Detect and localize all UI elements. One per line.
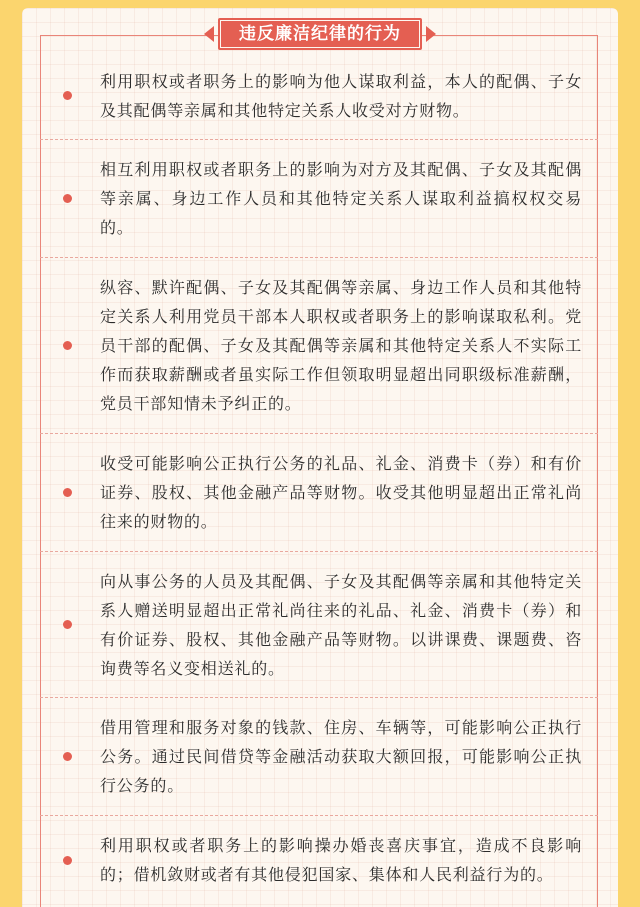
title-banner <box>0 18 640 50</box>
list-item-text: 相互利用职权或者职务上的影响为对方及其配偶、子女及其配偶等亲属、身边工作人员和其他特定关系人谋取利益搞权权交易的。 <box>100 160 582 237</box>
title-box <box>218 18 422 50</box>
title-left-arrow-icon <box>204 26 214 42</box>
list-item-text: 借用管理和服务对象的钱款、住房、车辆等，可能影响公正执行公务。通过民间借贷等金融活动获取大额回报，可能影响公正执行公务的。 <box>100 718 582 795</box>
list-item <box>40 552 598 698</box>
list-item <box>40 816 598 904</box>
list-item-text: 向从事公务的人员及其配偶、子女及其配偶等亲属和其他特定关系人赠送明显超出正常礼尚往来的礼品、礼金、消费卡（券）和有价证券、股权、其他金融产品等财物。以讲课费、课题费、咨询费等名义变相送礼的。 <box>100 571 582 678</box>
bullet-dot-icon <box>63 194 72 203</box>
list-item-text: 纵容、默许配偶、子女及其配偶等亲属、身边工作人员和其他特定关系人利用党员干部本人职权或者职务上的影响谋取私利。党员干部的配偶、子女及其配偶等亲属和其他特定关系人不实际工作而获取薪酬或者虽实际工作但领取明显超出同职级标准薪酬，党员干部知情未予纠正的。 <box>100 278 582 413</box>
bullet-dot-icon <box>63 91 72 100</box>
list-item <box>40 698 598 816</box>
list-item-text: 利用职权或者职务上的影响操办婚丧喜庆事宜，造成不良影响的；借机敛财或者有其他侵犯国家、集体和人民利益行为的。 <box>100 836 582 884</box>
list-item <box>40 434 598 552</box>
bullet-dot-icon <box>63 488 72 497</box>
page-title: 违反廉洁纪律的行为 <box>220 20 420 48</box>
rule-list <box>40 52 598 904</box>
bullet-dot-icon <box>63 341 72 350</box>
list-item-text: 收受可能影响公正执行公务的礼品、礼金、消费卡（券）和有价证券、股权、其他金融产品等财物。收受其他明显超出正常礼尚往来的财物的。 <box>100 454 582 531</box>
list-item <box>40 52 598 140</box>
list-item <box>40 258 598 434</box>
bullet-dot-icon <box>63 620 72 629</box>
bullet-dot-icon <box>63 752 72 761</box>
list-item <box>40 140 598 258</box>
list-item-text: 利用职权或者职务上的影响为他人谋取利益，本人的配偶、子女及其配偶等亲属和其他特定关系人收受对方财物。 <box>100 71 582 120</box>
bullet-dot-icon <box>63 856 72 865</box>
title-right-arrow-icon <box>426 26 436 42</box>
